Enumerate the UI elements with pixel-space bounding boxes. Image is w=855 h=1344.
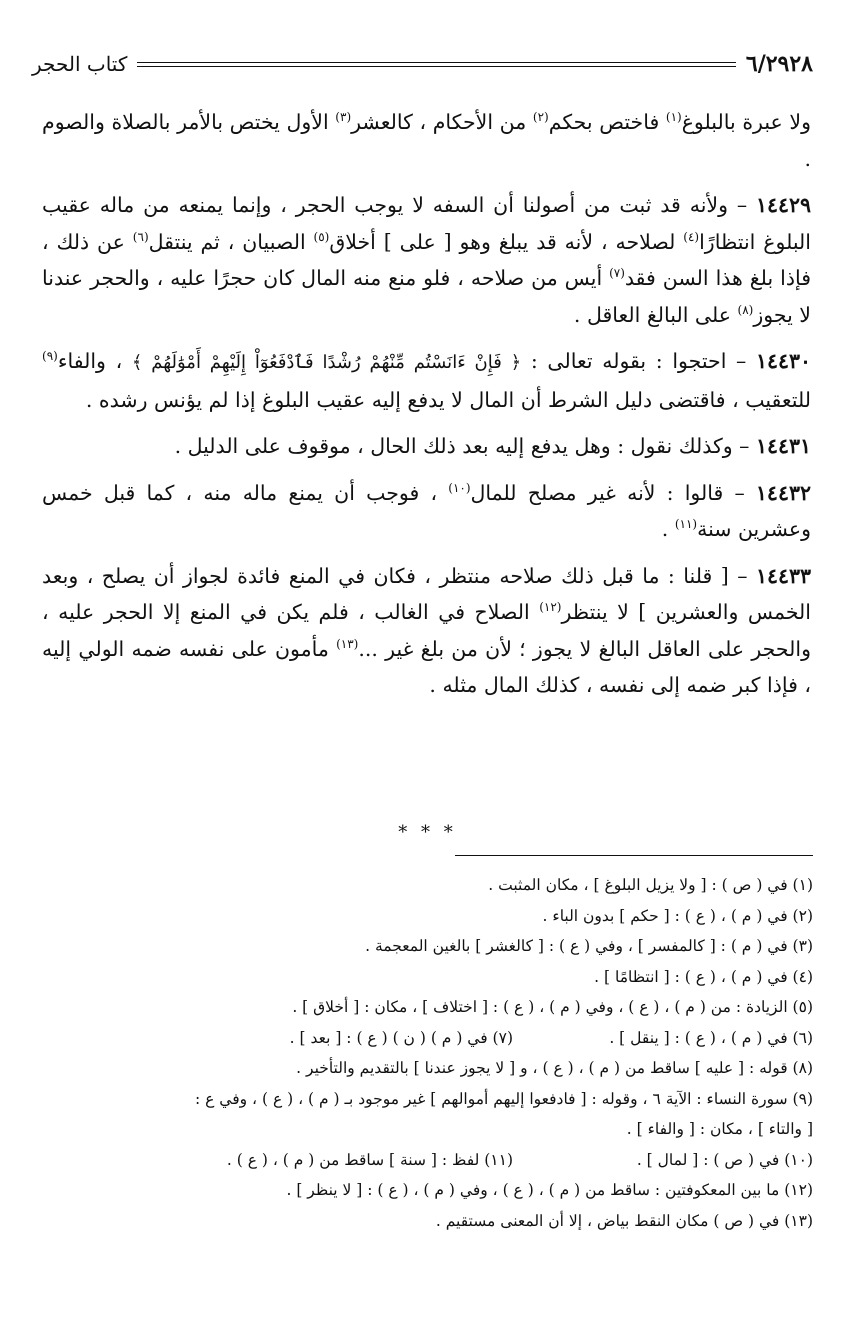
footnote: (٢) في ( م ) ، ( ع ) : [ حكم ] بدون الباء . bbox=[542, 906, 813, 925]
page-number: ٦/٢٩٢٨ bbox=[745, 51, 813, 77]
footnote-ref: (١٠) bbox=[448, 480, 471, 495]
footnote: (١) في ( ص ) : [ ولا يزيل البلوغ ] ، مكان المثبت . bbox=[488, 876, 813, 894]
footnote-ref: (٣) bbox=[335, 110, 352, 125]
footnote: (٦) في ( م ) ، ( ع ) : [ ينقل ] . bbox=[609, 1028, 813, 1047]
paragraph-number: ١٤٤٣٠ bbox=[755, 349, 812, 373]
footnote-row bbox=[44, 1023, 813, 1054]
footnote-ref: (١) bbox=[665, 110, 682, 125]
footnotes bbox=[44, 870, 813, 1236]
footnote: (١٣) في ( ص ) مكان النقط بياض ، إلا أن المعنى مستقيم . bbox=[435, 1211, 813, 1230]
footnote-ref: (٤) bbox=[683, 229, 700, 244]
page-header bbox=[32, 46, 813, 82]
footnote-row bbox=[44, 1145, 813, 1176]
paragraph: ١٤٤٣١ – وكذلك نقول : وهل يدفع إليه بعد ذلك الحال ، موقوف على الدليل . bbox=[174, 434, 811, 458]
paragraph-number: ١٤٤٣١ bbox=[755, 434, 811, 458]
footnote-ref: (١٣) bbox=[336, 636, 359, 651]
footnote-continuation: [ والتاء ] ، مكان : [ والفاء ] . bbox=[626, 1120, 813, 1138]
footnote: (٧) في ( م ) ( ن ) ( ع ) : [ بعد ] . bbox=[289, 1028, 513, 1047]
footnote: (١٠) في ( ص ) : [ لمال ] . bbox=[636, 1150, 813, 1169]
footnote-ref: (١٢) bbox=[539, 600, 562, 615]
footnote: (٨) قوله : [ عليه ] ساقط من ( م ) ، ( ع ) ، و [ لا يجوز عندنا ] بالتقديم والتأخير . bbox=[296, 1059, 813, 1077]
paragraph: ١٤٤٣٢ – قالوا : لأنه غير مصلح للمال$^{(١٠)}$ ، فوجب أن يمنع ماله منه ، كما قبل خمس وعشرين سنة$^{(١١)}$ . bbox=[42, 480, 811, 541]
footnote-ref: (٧) bbox=[609, 266, 625, 281]
footnote-rule bbox=[455, 855, 813, 856]
main-text bbox=[42, 104, 811, 714]
footnote: (٩) سورة النساء : الآية ٦ ، وقوله : [ فادفعوا إليهم أموالهم ] غير موجود بـ ( م ) ، ( ع ) ، وفي ع : bbox=[194, 1089, 813, 1108]
paragraph-number: ١٤٤٢٩ bbox=[755, 193, 811, 217]
paragraph: ١٤٤٢٩ – ولأنه قد ثبت من أصولنا أن السفه لا يوجب الحجر ، وإنما يمنعه من ماله عقيب البلوغ انتظارًا$^{(٤)}$ لصلاحه ، لأنه قد يبلغ وهو [ على ] أخلاق$^{(٥)}$ الصبيان ، ثم ينتقل$^{(٦)}$ عن ذلك ، فإذا بلغ هذا السن فقد$^{(٧)}$ أيس من صلاحه ، فلو منع منه المال كان حجرًا عليه ، والحجر عندنا لا يجوز$^{(٨)}$ على البالغ العاقل . bbox=[42, 193, 811, 327]
paragraph: ١٤٤٣٣ – [ قلنا : ما قبل ذلك صلاحه منتظر ، فكان في المنع فائدة لجواز أن يصلح ، وبعد الخمس والعشرين ] لا ينتظر$^{(١٢)}$ الصلاح في الغالب ، فلم يكن في المنع إلا الحجر عليه ، والحجر على العاقل البالغ لا يجوز ؛ لأن من بلغ غير ...$^{(١٣)}$ مأمون على نفسه ضمه الولي إليه ، فإذا كبر ضمه إلى نفسه ، كذلك المال مثله . bbox=[42, 563, 812, 697]
footnote-ref: (٦) bbox=[132, 229, 149, 244]
section-separator: * * * bbox=[398, 822, 457, 843]
footnote-ref: (١١) bbox=[674, 517, 698, 532]
paragraph: ولا عبرة بالبلوغ$^{(١)}$ فاختص بحكم$^{(٢)}$ من الأحكام ، كالعشر$^{(٣)}$ الأول يختص بالأمر بالصلاة والصوم . bbox=[42, 110, 811, 171]
paragraph-number: ١٤٤٣٢ bbox=[755, 480, 811, 505]
paragraph-number: ١٤٤٣٣ bbox=[755, 563, 811, 588]
quran-verse: ﴿ فَإِنْ ءَانَسْتُم مِّنْهُمْ رُشْدًا فَٱدْفَعُوٓاْ إِلَيْهِمْ أَمْوَٰلَهُمْ ﴾ bbox=[131, 352, 522, 373]
footnote: (٤) في ( م ) ، ( ع ) : [ انتظامًا ] . bbox=[594, 967, 813, 986]
footnote-ref: (٥) bbox=[313, 229, 330, 244]
footnote: (١٢) ما بين المعكوفتين : ساقط من ( م ) ، ( ع ) ، وفي ( م ) ، ( ع ) : [ لا ينظر ] . bbox=[286, 1181, 813, 1199]
footnote: (١١) لفظ : [ سنة ] ساقط من ( م ) ، ( ع ) . bbox=[226, 1150, 513, 1169]
footnote-ref: (٢) bbox=[532, 110, 549, 125]
paragraph: ١٤٤٣٠ – احتجوا : بقوله تعالى : ﴿ فَإِنْ ءَانَسْتُم مِّنْهُمْ رُشْدًا فَٱدْفَعُوٓاْ إِلَيْهِمْ أَمْوَٰلَهُمْ ﴾ ، والفاء$^{(٩)}$ للتعقيب ، فاقتضى دليل الشرط أن المال لا يدفع إليه عقيب البلوغ إذا لم يؤنس رشده . bbox=[42, 349, 812, 412]
footnote-ref: (٨) bbox=[737, 302, 754, 317]
book-title: كتاب الحجر bbox=[32, 52, 128, 76]
footnote-ref: (٩) bbox=[42, 349, 58, 364]
footnote: (٣) في ( م ) : [ كالمفسر ] ، وفي ( ع ) : [ كالغشر ] بالغين المعجمة . bbox=[365, 937, 813, 955]
header-rule bbox=[137, 62, 736, 67]
footnote: (٥) الزيادة : من ( م ) ، ( ع ) ، وفي ( م ) ، ( ع ) : [ اختلاف ] ، مكان : [ أخلاق ] . bbox=[292, 998, 813, 1016]
